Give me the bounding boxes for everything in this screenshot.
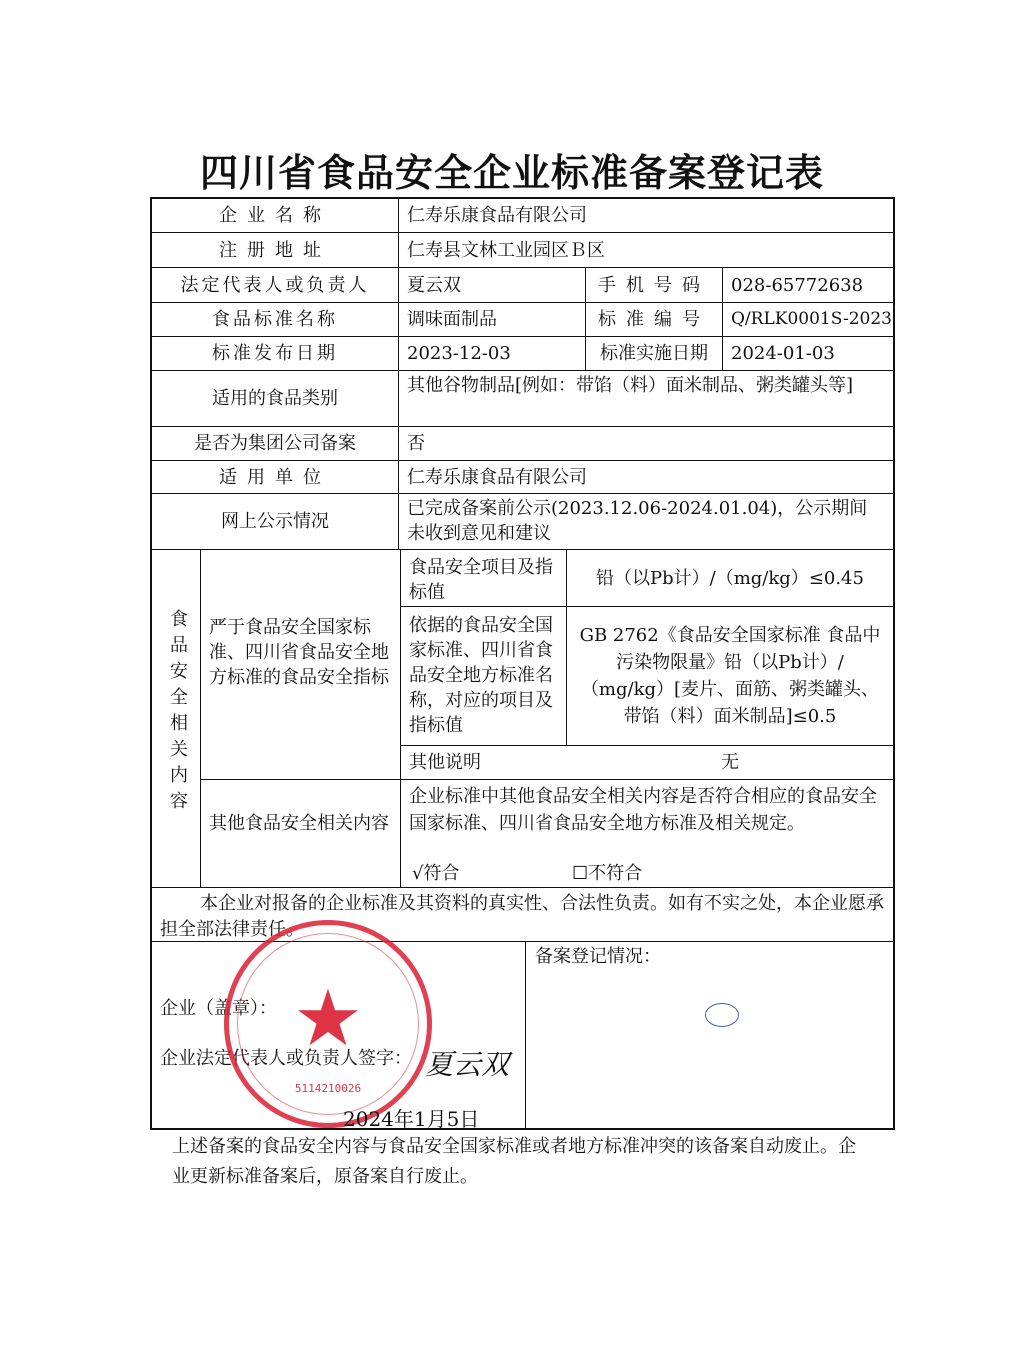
standard-name-label: 食品标准名称 <box>212 309 338 330</box>
standard-name-value: 调味面制品 <box>407 309 497 330</box>
company-name-label: 企业名称 <box>219 205 331 226</box>
filing-logo-icon <box>705 1003 739 1027</box>
food-category-label: 适用的食品类别 <box>212 388 338 409</box>
declaration-text: 本企业对报备的企业标准及其资料的真实性、合法性负责。如有不实之处，本企业愿承担全部法律责任。 <box>160 893 884 940</box>
legal-rep-label: 法定代表人或负责人 <box>180 274 370 296</box>
stamp-code: 5114210026 <box>294 1082 362 1095</box>
applicable-unit-value: 仁寿乐康食品有限公司 <box>407 466 587 488</box>
registration-status-label: 备案登记情况： <box>535 946 661 967</box>
standard-number-value: Q/RLK0001S-2023 <box>731 309 892 329</box>
publish-date-label: 标准发布日期 <box>212 343 338 364</box>
implement-date-value: 2024-01-03 <box>731 343 835 364</box>
phone-label: 手机号码 <box>598 274 710 296</box>
col-divider <box>525 941 526 1130</box>
company-seal-label: 企业（盖章）： <box>160 998 277 1019</box>
basis-value: GB 2762《食品安全国家标准 食品中污染物限量》铅（以Pb计）/（mg/kg）[麦片、面筋、粥类罐头、带馅（料）面米制品]≤0.5 <box>579 625 881 727</box>
other-related-label: 其他食品安全相关内容 <box>209 813 389 834</box>
address-label: 注册地址 <box>219 239 331 261</box>
row-divider <box>200 779 893 780</box>
safety-side-label: 食品安全相关内容 <box>167 609 188 817</box>
star-icon: ★ <box>293 974 363 1064</box>
phone-value: 028-65772638 <box>731 274 864 296</box>
standard-number-label: 标准编号 <box>598 309 710 330</box>
public-notice-label: 网上公示情况 <box>221 511 329 532</box>
other-note-value: 无 <box>721 752 739 773</box>
implement-date-label: 标准实施日期 <box>600 343 708 364</box>
other-note-label: 其他说明 <box>409 752 481 773</box>
legal-rep-signature-label: 企业法定代表人或负责人签字： <box>160 1048 412 1069</box>
food-category-value: 其他谷物制品[例如：带馅（料）面米制品、粥类罐头等] <box>407 375 854 396</box>
signature: 夏云双 <box>425 1048 510 1081</box>
other-related-value: 企业标准中其他食品安全相关内容是否符合相应的食品安全国家标准、四川省食品安全地方标准及相关规定。 <box>409 786 877 834</box>
item-value: 铅（以Pb计）/（mg/kg）≤0.45 <box>596 567 864 589</box>
stricter-indicators-label: 严于食品安全国家标准、四川省食品安全地方标准的食品安全指标 <box>209 617 389 688</box>
sign-date: 2024年1月5日 <box>343 1107 480 1131</box>
page-title: 四川省食品安全企业标准备案登记表 <box>199 151 824 195</box>
address-value: 仁寿县文林工业园区Ｂ区 <box>407 239 605 261</box>
publish-date-value: 2023-12-03 <box>407 343 511 364</box>
group-filing-label: 是否为集团公司备案 <box>194 433 356 454</box>
legal-rep-value: 夏云双 <box>407 274 461 296</box>
public-notice-value: 已完成备案前公示(2023.12.06-2024.01.04)，公示期间未收到意见和建议 <box>407 498 868 544</box>
row-divider <box>152 887 893 888</box>
footer-note: 上述备案的食品安全内容与食品安全国家标准或者地方标准冲突的该备案自动废止。企业更新标准备案后，原备案自行废止。 <box>172 1136 856 1187</box>
conform-checkbox[interactable]: √符合 <box>412 863 460 884</box>
company-name-value: 仁寿乐康食品有限公司 <box>407 205 587 226</box>
company-seal-stamp <box>224 920 432 1128</box>
applicable-unit-label: 适用单位 <box>219 466 331 488</box>
group-filing-value: 否 <box>407 433 425 454</box>
item-label: 食品安全项目及指标值 <box>409 557 553 603</box>
basis-label: 依据的食品安全国家标准、四川省食品安全地方标准名称，对应的项目及指标值 <box>409 615 553 736</box>
nonconform-checkbox[interactable]: ☐不符合 <box>572 863 643 884</box>
